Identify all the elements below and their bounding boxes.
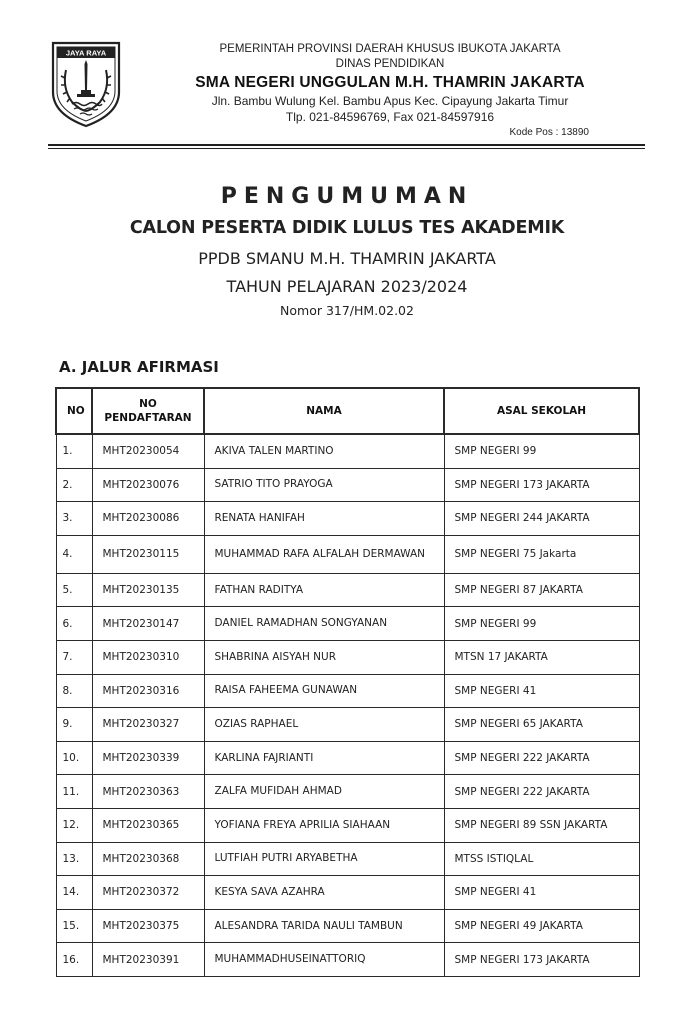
table-row [56, 741, 639, 775]
origin-school: SMP NEGERI 75 Jakarta [444, 535, 639, 573]
registration-number: MHT20230372 [92, 876, 204, 910]
header-reg-line2: PENDAFTARAN [104, 412, 192, 424]
origin-school: SMP NEGERI 99 [444, 434, 639, 468]
row-number: 5. [56, 573, 92, 607]
registration-number: MHT20230086 [92, 502, 204, 536]
page-bottom-margin [0, 980, 694, 1024]
origin-school: SMP NEGERI 89 SSN JAKARTA [444, 808, 639, 842]
header-registration-number [92, 388, 204, 434]
student-name: FATHAN RADITYA [204, 573, 444, 607]
jakarta-emblem-logo [50, 40, 122, 128]
table-row [56, 808, 639, 842]
origin-school: SMP NEGERI 99 [444, 607, 639, 641]
row-number: 13. [56, 842, 92, 876]
row-number: 11. [56, 775, 92, 809]
results-table [55, 387, 640, 977]
table-row [56, 674, 639, 708]
document-number: Nomor 317/HM.02.02 [280, 303, 414, 318]
program-name: PPDB SMANU M.H. THAMRIN JAKARTA [198, 249, 496, 268]
origin-school: SMP NEGERI 173 JAKARTA [444, 468, 639, 502]
registration-number: MHT20230327 [92, 708, 204, 742]
table-row [56, 775, 639, 809]
row-number: 3. [56, 502, 92, 536]
registration-number: MHT20230076 [92, 468, 204, 502]
origin-school: SMP NEGERI 87 JAKARTA [444, 573, 639, 607]
row-number: 1. [56, 434, 92, 468]
table-row [56, 434, 639, 468]
row-number: 2. [56, 468, 92, 502]
row-number: 8. [56, 674, 92, 708]
header-name: NAMA [204, 388, 444, 434]
row-number: 7. [56, 640, 92, 674]
registration-number: MHT20230365 [92, 808, 204, 842]
table-row [56, 468, 639, 502]
student-name: ALESANDRA TARIDA NAULI TAMBUN [204, 909, 444, 943]
student-name: MUHAMMAD RAFA ALFALAH DERMAWAN [204, 535, 444, 573]
header-reg-line1: NO [139, 398, 157, 410]
academic-year: TAHUN PELAJARAN 2023/2024 [226, 277, 468, 296]
student-name: SATRIO TITO PRAYOGA [204, 468, 444, 502]
registration-number: MHT20230147 [92, 607, 204, 641]
origin-school: MTSS ISTIQLAL [444, 842, 639, 876]
student-name: AKIVA TALEN MARTINO [204, 434, 444, 468]
table-row [56, 607, 639, 641]
school-phone: Tlp. 021-84596769, Fax 021-84597916 [285, 110, 495, 124]
registration-number: MHT20230310 [92, 640, 204, 674]
table-row [56, 876, 639, 910]
registration-number: MHT20230115 [92, 535, 204, 573]
registration-number: MHT20230316 [92, 674, 204, 708]
announcement-title: PENGUMUMAN [220, 184, 474, 209]
student-name: YOFIANA FREYA APRILIA SIAHAAN [204, 808, 444, 842]
emblem-motto: JAYA RAYA [65, 48, 107, 58]
student-name: LUTFIAH PUTRI ARYABETHA [204, 842, 444, 876]
origin-school: SMP NEGERI 65 JAKARTA [444, 708, 639, 742]
student-name: DANIEL RAMADHAN SONGYANAN [204, 607, 444, 641]
row-number: 14. [56, 876, 92, 910]
student-name: MUHAMMADHUSEINATTORIQ [204, 943, 444, 977]
department-line: DINAS PENDIDIKAN [335, 58, 445, 70]
row-number: 10. [56, 741, 92, 775]
origin-school: SMP NEGERI 41 [444, 674, 639, 708]
student-name: KARLINA FAJRIANTI [204, 741, 444, 775]
registration-number: MHT20230368 [92, 842, 204, 876]
letterhead [130, 42, 650, 125]
table-row [56, 640, 639, 674]
registration-number: MHT20230339 [92, 741, 204, 775]
letterhead-divider [48, 144, 645, 146]
student-name: SHABRINA AISYAH NUR [204, 640, 444, 674]
student-name: OZIAS RAPHAEL [204, 708, 444, 742]
header-origin-school: ASAL SEKOLAH [444, 388, 639, 434]
registration-number: MHT20230135 [92, 573, 204, 607]
student-name: KESYA SAVA AZAHRA [204, 876, 444, 910]
registration-number: MHT20230391 [92, 943, 204, 977]
origin-school: SMP NEGERI 222 JAKARTA [444, 741, 639, 775]
origin-school: SMP NEGERI 222 JAKARTA [444, 775, 639, 809]
header-no: NO [56, 388, 92, 434]
government-line: PEMERINTAH PROVINSI DAERAH KHUSUS IBUKOTA JAKARTA [219, 43, 561, 55]
table-row [56, 909, 639, 943]
student-name: ZALFA MUFIDAH AHMAD [204, 775, 444, 809]
announcement-subtitle: CALON PESERTA DIDIK LULUS TES AKADEMIK [129, 218, 565, 238]
school-name: SMA NEGERI UNGGULAN M.H. THAMRIN JAKARTA [195, 74, 585, 91]
table-row [56, 842, 639, 876]
registration-number: MHT20230054 [92, 434, 204, 468]
table-row [56, 573, 639, 607]
origin-school: SMP NEGERI 49 JAKARTA [444, 909, 639, 943]
origin-school: SMP NEGERI 244 JAKARTA [444, 502, 639, 536]
table-row [56, 708, 639, 742]
row-number: 15. [56, 909, 92, 943]
origin-school: SMP NEGERI 41 [444, 876, 639, 910]
origin-school: MTSN 17 JAKARTA [444, 640, 639, 674]
student-name: RENATA HANIFAH [204, 502, 444, 536]
row-number: 6. [56, 607, 92, 641]
student-name: RAISA FAHEEMA GUNAWAN [204, 674, 444, 708]
registration-number: MHT20230375 [92, 909, 204, 943]
school-address: Jln. Bambu Wulung Kel. Bambu Apus Kec. Cipayung Jakarta Timur [211, 94, 569, 108]
row-number: 4. [56, 535, 92, 573]
registration-number: MHT20230363 [92, 775, 204, 809]
table-row [56, 943, 639, 977]
table-row [56, 502, 639, 536]
section-title: A. JALUR AFIRMASI [59, 358, 219, 376]
row-number: 12. [56, 808, 92, 842]
row-number: 9. [56, 708, 92, 742]
table-header-row [56, 388, 639, 434]
postal-code: Kode Pos : 13890 [509, 127, 589, 138]
table-row [56, 535, 639, 573]
origin-school: SMP NEGERI 173 JAKARTA [444, 943, 639, 977]
letterhead-divider-thin [48, 148, 645, 149]
row-number: 16. [56, 943, 92, 977]
